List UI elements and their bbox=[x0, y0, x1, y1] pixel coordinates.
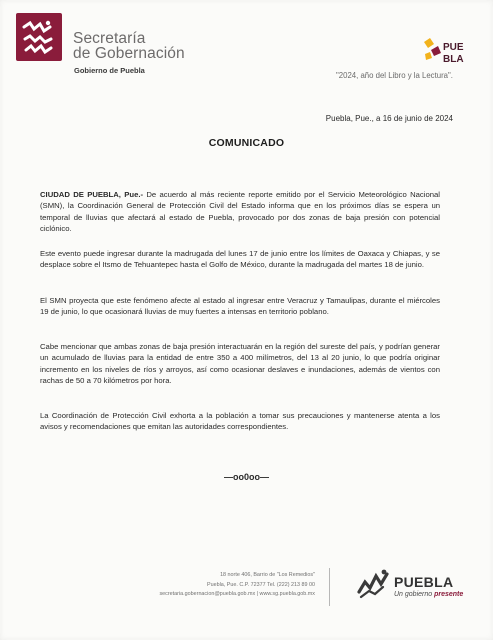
closing-separator: —oo0oo— bbox=[224, 472, 269, 482]
logo-text-bottom: BLA bbox=[443, 54, 464, 65]
address-line-2: Puebla, Pue. C.P. 72377 Tel. (222) 213 89 00 bbox=[207, 581, 315, 588]
document-date: Puebla, Pue., a 16 de junio de 2024 bbox=[325, 114, 453, 123]
footer-divider bbox=[329, 568, 330, 606]
address-line-3: secretaria.gobernacion@puebla.gob.mx | www.sg.puebla.gob.mx bbox=[159, 591, 315, 597]
motto-text: "2024, año del Libro y la Lectura". bbox=[336, 71, 453, 80]
paragraph-1 bbox=[40, 189, 440, 235]
paragraph-5: La Coordinación de Protección Civil exhorta a la población a tomar sus precauciones y mantenerse atenta a los avisos y recomendaciones que emitan las autoridades correspondientes. bbox=[40, 411, 440, 432]
secretaria-line2: de Gobernación bbox=[73, 45, 185, 62]
paragraph-2: Este evento puede ingresar durante la madrugada del lunes 17 de junio entre los límites de Oaxaca y Chiapas, y se desplace sobre el Itsmo de Tehuantepec hasta el Golfo de México, durante la madrugada del martes 18 de junio. bbox=[40, 249, 440, 270]
address-line-1: 18 norte 406, Barrio de "Los Remedios" bbox=[220, 572, 315, 578]
gobierno-label: Gobierno de Puebla bbox=[74, 66, 145, 75]
paragraph-1-lead: CIUDAD DE PUEBLA, Pue.- bbox=[40, 190, 144, 199]
puebla-logo-icon bbox=[422, 38, 470, 66]
footer-address bbox=[115, 571, 315, 600]
tagline-prefix: Un gobierno bbox=[394, 591, 435, 598]
logo-text-top: PUE bbox=[443, 42, 464, 53]
paragraph-4: Cabe mencionar que ambas zonas de baja presión interactuarán en la región del sureste del país, y podrían generar un acumulado de lluvias para la entidad de entre 350 a 400 milímetros, del 13 al 20 junio, lo que podría originar incremento en los niveles de ríos y arroyos, así como ocasionar deslaves e inundaciones, además de vientos con rachas de 50 a 70 kilómetros por hora. bbox=[40, 342, 440, 386]
secretaria-emblem-icon bbox=[16, 13, 62, 61]
puebla-crest-icon bbox=[355, 566, 391, 600]
paragraph-1-text: De acuerdo al más reciente reporte emitido por el Servicio Meteorológico Nacional (SMN), la Coordinación General de Protección Civil del Estado informa que en los próximos días se espera un temporal de lluvias que afectará al estado de Puebla, provocado por dos zonas de baja presión con potencial ciclónico. bbox=[40, 190, 440, 234]
document-title: COMUNICADO bbox=[208, 137, 285, 149]
footer-tagline bbox=[394, 591, 463, 598]
tagline-emphasis: presente bbox=[434, 591, 464, 598]
secretaria-line1: Secretaría bbox=[73, 30, 146, 47]
footer-brand: PUEBLA bbox=[394, 574, 454, 590]
secretaria-name bbox=[73, 31, 273, 61]
paragraph-3: El SMN proyecta que este fenómeno afecte al estado al ingresar entre Veracruz y Tamaulipas, durante el miércoles 19 de junio, lo que ocasionará lluvias de muy fuertes a intensas en territorio poblano. bbox=[40, 296, 440, 317]
